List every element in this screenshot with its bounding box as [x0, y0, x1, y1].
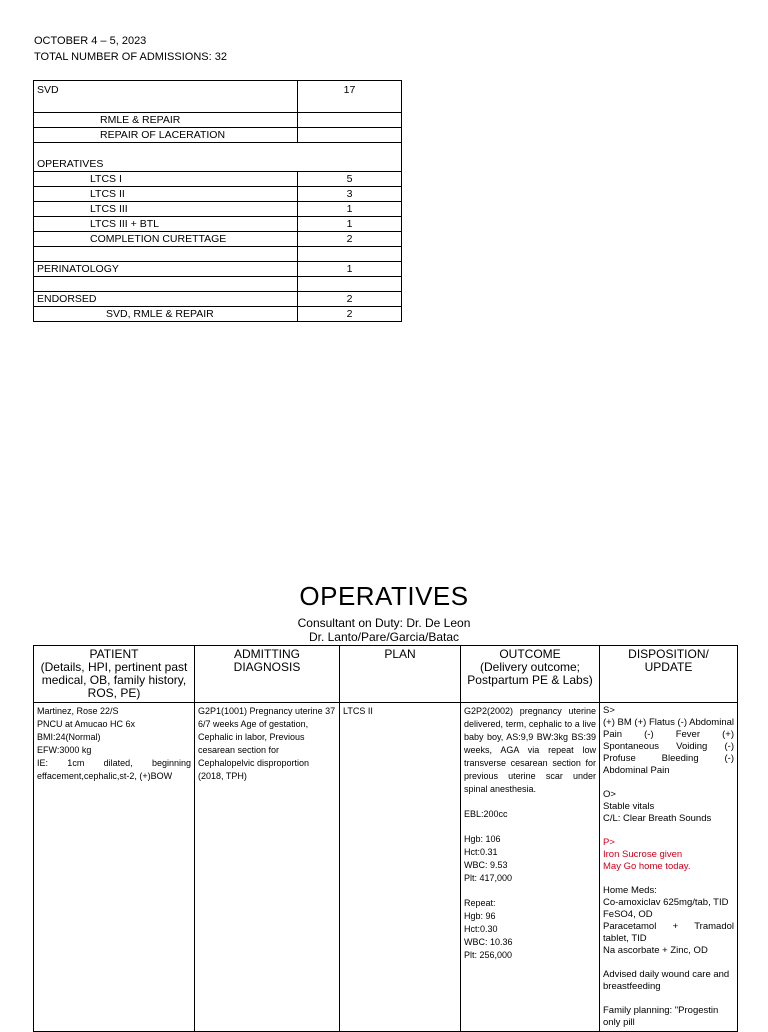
- col-header-diagnosis: ADMITTING DIAGNOSIS: [195, 646, 340, 703]
- disposition-cell: [600, 703, 738, 1032]
- endorsed-svd-count: 2: [298, 307, 402, 322]
- table-row: [34, 277, 402, 292]
- table-row: [34, 292, 402, 307]
- ltcs3btl-label: LTCS III + BTL: [34, 217, 298, 232]
- table-row: [34, 247, 402, 262]
- ebl: EBL:200cc: [464, 809, 508, 819]
- operatives-title: OPERATIVES: [299, 581, 469, 611]
- col-header-outcome: OUTCOME (Delivery outcome; Postpartum PE & Labs): [461, 646, 600, 703]
- plan-cell: [340, 703, 461, 1032]
- table-row: [34, 81, 402, 113]
- diagnosis-cell: [195, 703, 340, 1032]
- perinatology-label: PERINATOLOGY: [34, 262, 298, 277]
- table-row: [34, 128, 402, 143]
- table-row: [34, 172, 402, 187]
- endorsed-count: 2: [298, 292, 402, 307]
- ltcs1-count: 5: [298, 172, 402, 187]
- empty-cell: [34, 277, 298, 292]
- labs: Hgb: 106 Hct:0.31 WBC: 9.53 Plt: 417,000: [464, 834, 513, 883]
- ltcs3btl-count: 1: [298, 217, 402, 232]
- home-meds: Home Meds: Co-amoxiclav 625mg/tab, TID FeSO4, OD Paracetamol + Tramadol tablet, TID Na ascorbate + Zinc, OD: [603, 885, 734, 956]
- endorsed-label: ENDORSED: [34, 292, 298, 307]
- admissions-summary-table: [33, 80, 402, 322]
- ltcs2-label: LTCS II: [34, 187, 298, 202]
- svd-count: 17: [298, 81, 402, 113]
- advice: Advised daily wound care and breastfeeding: [603, 969, 732, 992]
- admitting-diagnosis: G2P1(1001) Pregnancy uterine 37 6/7 weeks Age of gestation, Cephalic in labor, Previous cesarean section for Cephalopelvic disproportion (2018, TPH): [198, 706, 338, 781]
- completion-label: COMPLETION CURETTAGE: [34, 232, 298, 247]
- operatives-table: [33, 645, 738, 1032]
- rmle-count: [298, 113, 402, 128]
- rmle-label: RMLE & REPAIR: [34, 113, 298, 128]
- table-row: [34, 262, 402, 277]
- operatives-label: OPERATIVES: [34, 143, 402, 172]
- table-row: [34, 143, 402, 172]
- col-header-plan: PLAN: [340, 646, 461, 703]
- empty-cell: [34, 247, 298, 262]
- table-row: [34, 113, 402, 128]
- table-row: [34, 187, 402, 202]
- doctors-on-duty: Dr. Lanto/Pare/Garcia/Batac: [308, 630, 460, 644]
- table-row: [34, 307, 402, 322]
- table-row: [34, 232, 402, 247]
- ltcs1-label: LTCS I: [34, 172, 298, 187]
- objective: O> Stable vitals C/L: Clear Breath Sounds: [603, 789, 712, 824]
- report-date: OCTOBER 4 – 5, 2023: [34, 35, 147, 47]
- outcome-cell: [461, 703, 600, 1032]
- subjective: S> (+) BM (+) Flatus (-) Abdominal Pain (-) Fever (+) Spontaneous Voiding (-) Profuse Bleeding (-) Abdominal Pain: [603, 705, 734, 776]
- delivery-outcome: G2P2(2002) pregnancy uterine delivered, term, cephalic to a live baby boy, AS:9,9 BW:3kg BS:39 weeks, AGA via repeat low transverse cesarean section for previous uterine scar under spinal anesthesia.: [464, 706, 599, 794]
- laceration-label: REPAIR OF LACERATION: [34, 128, 298, 143]
- table-row: [34, 217, 402, 232]
- empty-cell: [298, 247, 402, 262]
- col-header-patient: PATIENT (Details, HPI, pertinent past medical, OB, family history, ROS, PE): [34, 646, 195, 703]
- svd-label: SVD: [34, 81, 298, 113]
- family-planning: Family planning: "Progestin only pill: [603, 1005, 721, 1028]
- endorsed-svd-label: SVD, RMLE & REPAIR: [34, 307, 298, 322]
- table-header-row: [34, 646, 738, 703]
- repeat-labs: Repeat: Hgb: 96 Hct:0.30 WBC: 10.36 Plt: 256,000: [464, 898, 513, 960]
- perinatology-count: 1: [298, 262, 402, 277]
- total-admissions: TOTAL NUMBER OF ADMISSIONS: 32: [34, 51, 227, 63]
- consultant-on-duty: Consultant on Duty: Dr. De Leon: [297, 616, 471, 630]
- plan-text: LTCS II: [343, 706, 373, 716]
- completion-count: 2: [298, 232, 402, 247]
- table-row: [34, 202, 402, 217]
- plan-update: P> Iron Sucrose given May Go home today.: [603, 837, 691, 872]
- ltcs3-label: LTCS III: [34, 202, 298, 217]
- ltcs2-count: 3: [298, 187, 402, 202]
- patient-cell: [34, 703, 195, 1032]
- ltcs3-count: 1: [298, 202, 402, 217]
- table-row: [34, 703, 738, 1032]
- patient-details: Martinez, Rose 22/S PNCU at Amucao HC 6x BMI:24(Normal) EFW:3000 kg IE: 1cm dilated, beginning effacement,cephalic,st-2, (+)BOW: [37, 706, 191, 781]
- laceration-count: [298, 128, 402, 143]
- empty-cell: [298, 277, 402, 292]
- col-header-disposition: DISPOSITION/ UPDATE: [600, 646, 738, 703]
